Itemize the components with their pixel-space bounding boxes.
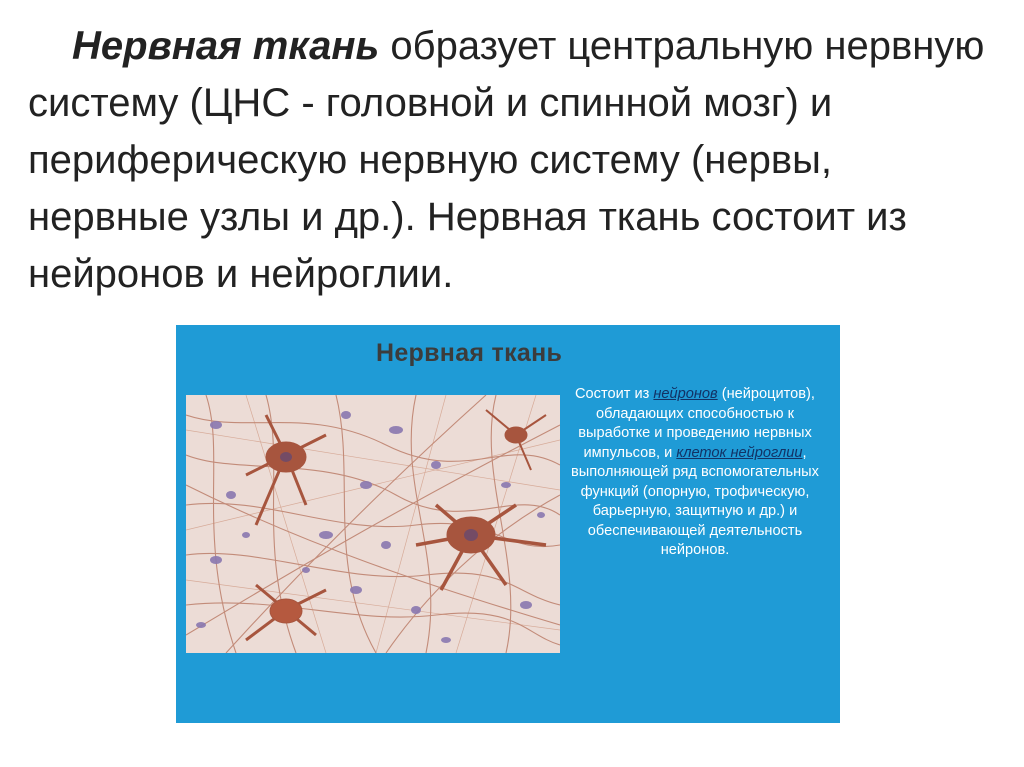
figure-caption <box>564 385 826 561</box>
intro-text: образует центральную нервную систему (ЦНС - головной и спинной мозг) и периферическую нервную систему (нервы, нервные узлы и др.). Нервная ткань состоит из нейронов и нейроглии. <box>28 24 985 296</box>
caption-part2: (нейроцитов), обладающих способностью к выработке и проведению нервных импульсов, и <box>578 386 815 461</box>
caption-part1: Состоит из <box>575 386 654 402</box>
caption-part3: , выполняющей ряд вспомогательных функций (опорную, трофическую, барьерную, защитную и др.) и обеспечивающей деятельность нейронов. <box>571 444 819 558</box>
intro-term: Нервная ткань <box>72 24 380 68</box>
caption-link-neurons[interactable]: нейронов <box>653 386 718 402</box>
tissue-micrograph-drawing <box>186 395 560 653</box>
figure-panel <box>176 325 840 723</box>
tissue-micrograph <box>186 395 560 653</box>
figure-title: Нервная ткань <box>376 339 563 367</box>
intro-paragraph <box>28 18 988 303</box>
caption-link-neuroglia[interactable]: клеток нейроглии <box>676 444 803 461</box>
